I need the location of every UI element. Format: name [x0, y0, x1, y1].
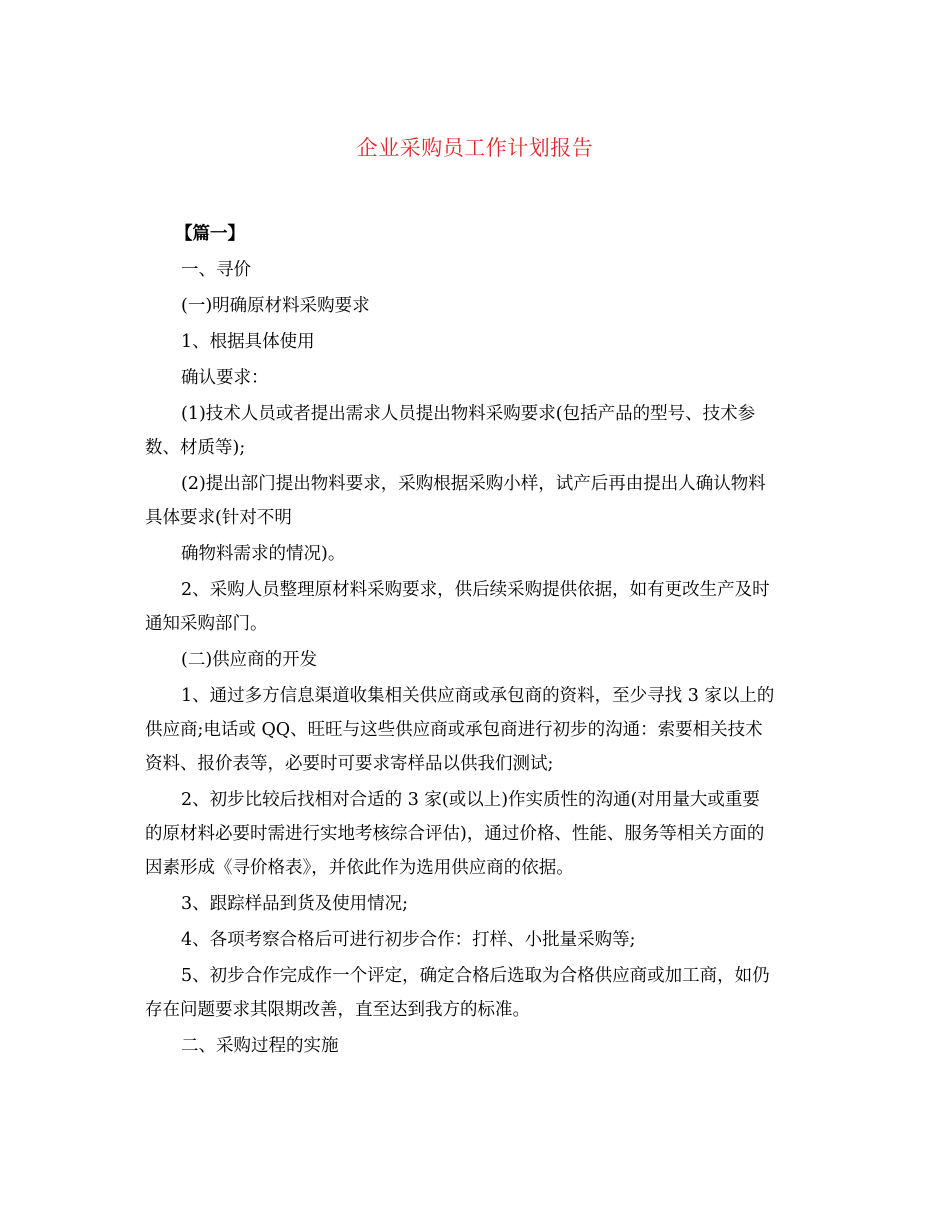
paragraph-line: (2)提出部门提出物料要求，采购根据采购小样，试产后再由提出人确认物料 — [181, 474, 766, 494]
paragraph — [145, 887, 807, 921]
paragraph — [145, 537, 807, 571]
paragraph — [145, 783, 807, 885]
paragraph — [145, 467, 807, 535]
paragraph — [145, 253, 807, 287]
paragraph — [145, 573, 807, 641]
paragraph — [145, 325, 807, 359]
paragraph — [145, 679, 807, 781]
document-body — [145, 217, 807, 1065]
paragraph-line: 数、材质等); — [145, 438, 246, 458]
paragraph-line: (二)供应商的开发 — [181, 650, 318, 670]
paragraph-line: 供应商;电话或 QQ、旺旺与这些供应商或承包商进行初步的沟通：索要相关技术 — [145, 720, 763, 740]
paragraph-line: 通知采购部门。 — [145, 614, 268, 634]
paragraph-line: 二、采购过程的实施 — [181, 1036, 339, 1056]
paragraph-line: 存在问题要求其限期改善，直至达到我方的标准。 — [145, 1000, 530, 1020]
paragraph-line: 资料、报价表等，必要时可要求寄样品以供我们测试; — [145, 754, 554, 774]
document-title: 企业采购员工作计划报告 — [356, 136, 594, 160]
paragraph — [145, 289, 807, 323]
paragraph-line: (1)技术人员或者提出需求人员提出物料采购要求(包括产品的型号、技术参 — [181, 404, 756, 424]
paragraph — [145, 397, 807, 465]
paragraph-line: 1、根据具体使用 — [181, 332, 315, 352]
paragraph — [145, 361, 807, 395]
paragraph-line: 【篇一】 — [175, 224, 245, 244]
paragraph — [145, 1029, 807, 1063]
paragraph-line: 一、寻价 — [181, 260, 251, 280]
paragraph — [145, 959, 807, 1027]
paragraph-line: 具体要求(针对不明 — [145, 508, 292, 528]
paragraph-line: 3、跟踪样品到货及使用情况; — [181, 894, 409, 914]
paragraph-line: 确物料需求的情况)。 — [181, 544, 346, 564]
paragraph-line: 5、初步合作完成作一个评定，确定合格后选取为合格供应商或加工商，如仍 — [181, 966, 770, 986]
paragraph-line: 确认要求： — [181, 368, 269, 388]
paragraph-line: 的原材料必要时需进行实地考核综合评估)，通过价格、性能、服务等相关方面的 — [145, 824, 765, 844]
paragraph-line: 4、各项考察合格后可进行初步合作：打样、小批量采购等; — [181, 930, 636, 950]
paragraph-line: 2、初步比较后找相对合适的 3 家(或以上)作实质性的沟通(对用量大或重要 — [181, 790, 760, 810]
paragraph-line: 因素形成《寻价格表》，并依此作为选用供应商的依据。 — [145, 858, 574, 878]
paragraph — [145, 217, 807, 251]
paragraph — [145, 923, 807, 957]
paragraph-line: 1、通过多方信息渠道收集相关供应商或承包商的资料，至少寻找 3 家以上的 — [181, 686, 775, 706]
paragraph — [145, 643, 807, 677]
paragraph-line: 2、采购人员整理原材料采购要求，供后续采购提供依据，如有更改生产及时 — [181, 580, 770, 600]
paragraph-line: (一)明确原材料采购要求 — [181, 296, 370, 316]
